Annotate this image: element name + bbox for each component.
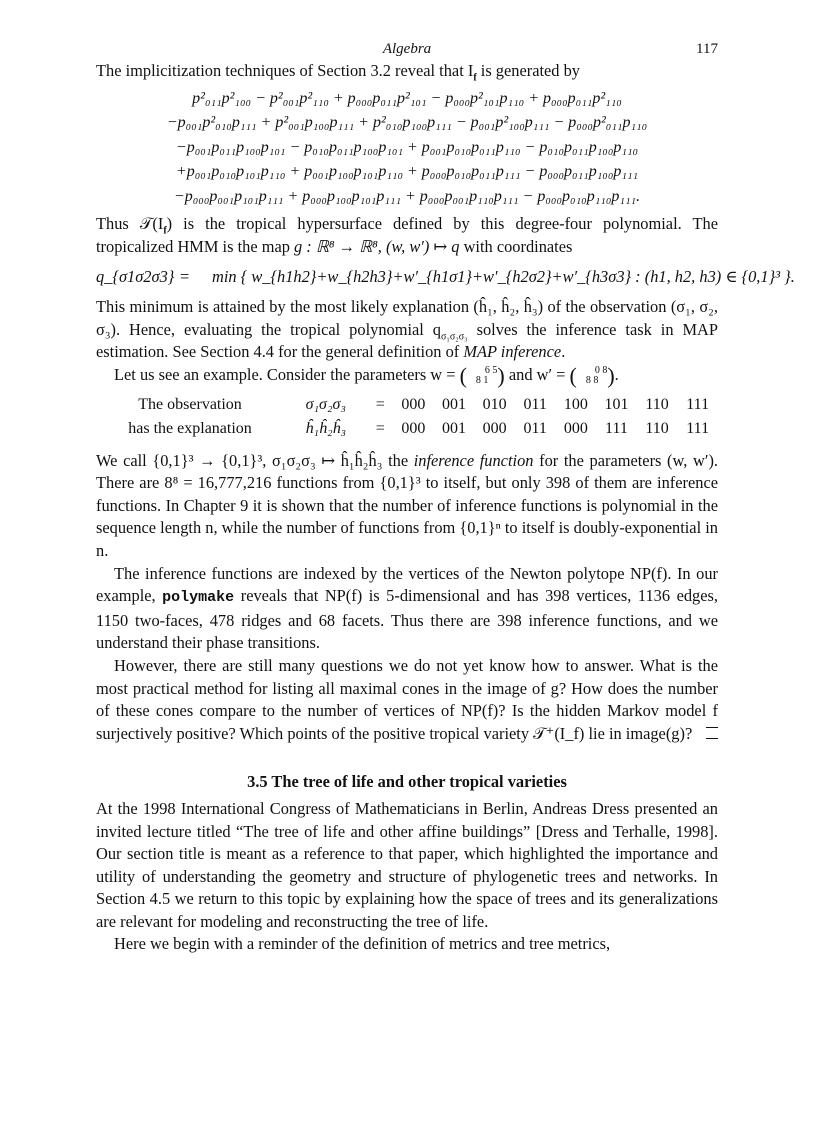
formula-lhs: q_{σ1σ2σ3} — [96, 267, 175, 287]
matrix-w-prime: 0 8 8 8 — [585, 365, 608, 387]
page — [96, 38, 795, 956]
formula-rhs: min { w_{h1h2}+w_{h2h3}+w′_{h1σ1}+w′_{h2σ2}+w′_{h3σ3} : (h1, h2, h3) ∈ {0,1}³ }. — [212, 267, 795, 287]
table-cell: 001 — [442, 396, 466, 414]
polymake-code: polymake — [162, 589, 235, 607]
matrix-w: 6 5 8 1 — [475, 365, 498, 387]
table-cell: 101 — [604, 396, 629, 414]
row-variable: ĥ₁ĥ₂ĥ₃ — [305, 420, 347, 438]
row-label: has the explanation — [128, 420, 252, 438]
min-formula — [96, 266, 795, 288]
running-header — [96, 38, 718, 60]
polynomial-row: +p₀₀₁p₀₁₀p₁₀₁p₁₁₀ + p₀₀₁p₁₀₀p₁₀₁p₁₁₀ + p₀₀₀p₀₁₀p₀₁₁p₁₁₁ − p₀₀₀p₀₁₁p₁₀₀p₁₁₁ — [175, 163, 639, 181]
paragraph-example: Let us see an example. Consider the parameters w = ( 6 5 8 1 ) and w′ = ( 0 8 8 8 ). — [114, 363, 619, 388]
qed-symbol — [706, 727, 718, 739]
table-row: The observation σ₁σ₂σ₃ = 000 001 010 011 100 101 110 111 — [96, 394, 718, 418]
table-cell: 010 — [482, 396, 507, 414]
paragraph-metrics: Here we begin with a reminder of the definition of metrics and tree metrics, — [114, 934, 611, 954]
table-cell: 001 — [442, 420, 466, 438]
page-number: 117 — [696, 41, 718, 57]
paragraph-open-questions: However, there are still many questions we do not yet know how to answer. What is the most practical method for listing all maximal cones in the image of g? How does the number of these cones compare to the number of vertices of NP(f)? Is the hidden Markov model f surjectively positive? Which points of the positive tropical variety 𝒯⁺(I_f) lie in image(g)? — [96, 655, 718, 743]
paragraph-tree-of-life: At the 1998 International Congress of Mathematicians in Berlin, Andreas Dress presented an invited lecture titled “The tree of life and other affine buildings” [Dress and Terhalle, 1998]. Our section title is meant as a reference to that paper, which highlighted the importance and utility of understanding the geometry and structure of phylogenetic trees and networks. In Section 4.5 we return to this topic by explaining how the space of trees and its generalizations are relevant for modeling and reconstructing the tree of life. — [96, 798, 718, 931]
table-cell: 111 — [605, 420, 628, 438]
table-cell: 111 — [686, 420, 710, 438]
polynomial-display — [96, 87, 718, 210]
paragraph-implicitization: The implicitization techniques of Section 3.2 reveal that $I_f$ is generated by — [96, 61, 580, 84]
table-cell: 000 — [563, 420, 588, 438]
formula-equals: = — [180, 267, 190, 287]
paragraph-inference-function: We call {0,1}³ → {0,1}³, σ₁σ₂σ₃ ↦ ĥ₁ĥ₂ĥ₃ the inference function for the parameters (w, w′). There are 8⁸ = 16,777,216 functions from {0,1}³ to itself, but only 398 of them are inference functions. In Chapter 9 it is shown that the number of inference functions is polynomial in the sequence length n, while the number of functions from {0,1}ⁿ to itself is doubly-exponential in n. — [96, 450, 718, 560]
polynomial-row: −p₀₀₀p₀₀₁p₁₀₁p₁₁₁ + p₀₀₀p₁₀₀p₁₀₁p₁₁₁ + p₀₀₀p₀₀₁p₁₁₀p₁₁₁ − p₀₀₀p₀₁₀p₁₁₀p₁₁₁. — [173, 187, 641, 205]
row-variable: σ₁σ₂σ₃ — [305, 396, 346, 414]
table-cell: 111 — [686, 396, 710, 414]
table-cell: 100 — [563, 396, 588, 414]
table-cell: 000 — [482, 420, 507, 438]
paragraph-map-estimation: This minimum is attained by the most likely explanation (ĥ₁, ĥ₂, ĥ₃) of the observation (σ₁, σ₂, σ₃). Hence, evaluating the tropical polynomial $q_{\sigma_1\sigma_2\sigma_3}$ solves the inference task in MAP estimation. See Section 4.4 for the general definition of MAP inference. — [96, 297, 718, 362]
table-cell: 110 — [645, 396, 669, 414]
table-cell: 011 — [523, 420, 547, 438]
table-cell: 110 — [645, 420, 669, 438]
table-cell: 011 — [523, 396, 547, 414]
polynomial-row: p²₀₁₁p²₁₀₀ − p²₀₀₁p²₁₁₀ + p₀₀₀p₀₁₁p²₁₀₁ − p₀₀₀p²₁₀₁p₁₁₀ + p₀₀₀p₀₁₁p²₁₁₀ — [192, 89, 622, 107]
table-cell: 000 — [401, 420, 426, 438]
polynomial-row: −p₀₀₁p₀₁₁p₁₀₀p₁₀₁ − p₀₁₀p₀₁₁p₁₀₀p₁₀₁ + p₀₀₁p₀₁₀p₀₁₁p₁₁₀ − p₀₁₀p₀₁₁p₁₀₀p₁₁₀ — [175, 138, 639, 156]
table-cell: 000 — [401, 396, 426, 414]
paragraph-newton-polytope: The inference functions are indexed by the vertices of the Newton polytope NP(f). In our example, polymake reveals that NP(f) is 5-dimensional and has 398 vertices, 1136 edges, 1150 two-faces, 478 ridges and 68 facets. Thus there are 398 inference functions, and we understand their phase transitions. — [96, 563, 718, 653]
running-title: Algebra — [382, 41, 432, 57]
explanation-table — [96, 394, 718, 442]
table-row: has the explanation ĥ₁ĥ₂ĥ₃ = 000 001 000 011 000 111 110 111 — [96, 418, 718, 442]
paragraph-tropical-hypersurface: Thus $𝒯(I_f)$ is the tropical hypersurface defined by this degree-four polynomial. The tropicalized HMM is the map g : ℝ⁸ → ℝ⁸, (w, w′) ↦ q with coordinates — [96, 214, 718, 256]
section-title: 3.5 The tree of life and other tropical varieties — [247, 772, 567, 792]
polynomial-row: −p₀₀₁p²₀₁₀p₁₁₁ + p²₀₀₁p₁₀₀p₁₁₁ + p²₀₁₀p₁₀₀p₁₁₁ − p₀₀₁p²₁₀₀p₁₁₁ − p₀₀₀p²₀₁₁p₁₁₀ — [166, 114, 648, 132]
row-label: The observation — [138, 396, 242, 414]
